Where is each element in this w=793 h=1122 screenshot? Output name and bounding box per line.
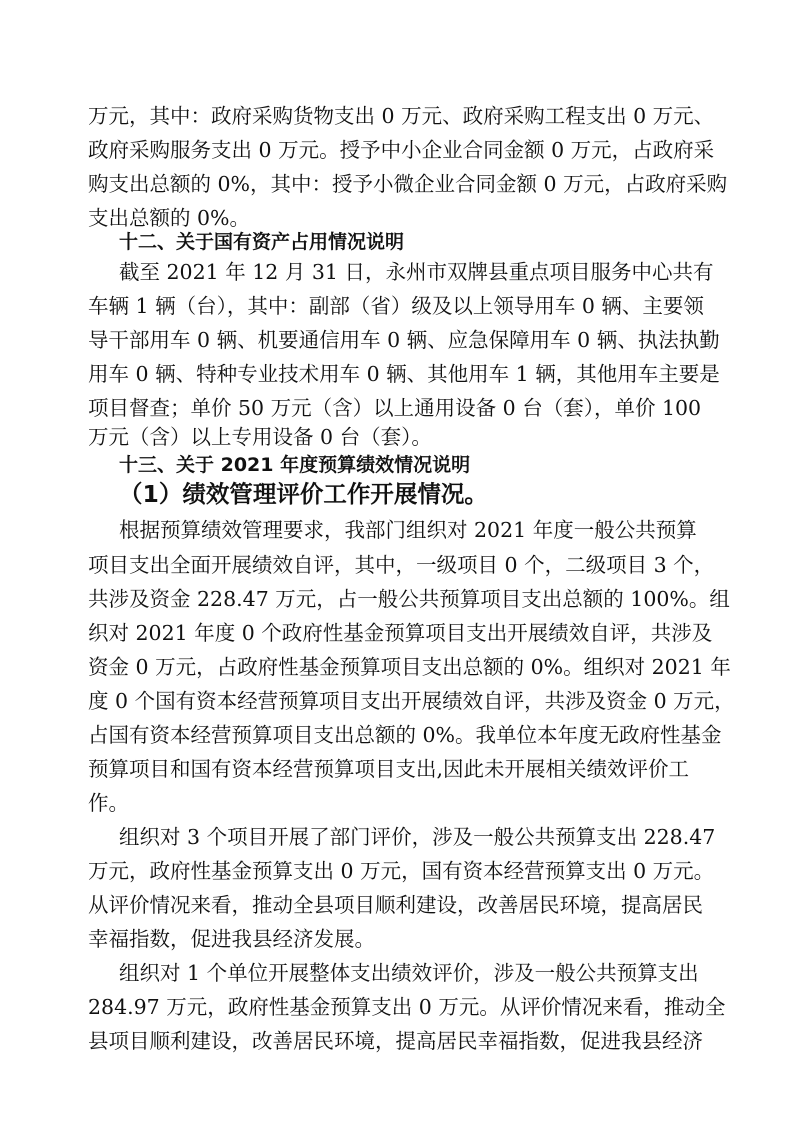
text-line: 284.97 万元，政府性基金预算支出 0 万元。从评价情况来看，推动全: [88, 995, 726, 1019]
text-line: 资金 0 万元，占政府性基金预算项目支出总额的 0%。组织对 2021 年: [88, 655, 731, 679]
text-line: 车辆 1 辆（台），其中：副部（省）级及以上领导用车 0 辆、主要领: [88, 294, 704, 318]
text-line: 从评价情况来看，推动全县项目顺利建设，改善居民环境，提高居民: [88, 893, 703, 917]
text-line: 占国有资本经营预算项目支出总额的 0%。我单位本年度无政府性基金: [88, 723, 722, 747]
text-line: 组织对 3 个项目开展了部门评价，涉及一般公共预算支出 228.47: [119, 825, 716, 849]
text-line: 幸福指数，促进我县经济发展。: [88, 927, 375, 951]
text-line: 项目督查；单价 50 万元（含）以上通用设备 0 台（套），单价 100: [88, 396, 702, 420]
text-line: 县项目顺利建设，改善居民环境，提高居民幸福指数，促进我县经济: [88, 1029, 703, 1053]
text-line: 购支出总额的 0%，其中：授予小微企业合同金额 0 万元，占政府采购: [88, 172, 728, 196]
text-line: 预算项目和国有资本经营预算项目支出,因此未开展相关绩效评价工: [88, 757, 690, 781]
section-heading-13: 十三、关于 2021 年度预算绩效情况说明: [119, 454, 471, 476]
text-line: 万元，其中：政府采购货物支出 0 万元、政府采购工程支出 0 万元、: [88, 104, 715, 128]
text-line: 万元，政府性基金预算支出 0 万元，国有资本经营预算支出 0 万元。: [88, 859, 715, 883]
text-line: 项目支出全面开展绩效自评，其中，一级项目 0 个，二级项目 3 个，: [88, 553, 715, 577]
text-line: 导干部用车 0 辆、机要通信用车 0 辆、应急保障用车 0 辆、执法执勤: [88, 328, 720, 352]
text-line: 截至 2021 年 12 月 31 日，永州市双牌县重点项目服务中心共有: [119, 260, 714, 284]
text-line: 根据预算绩效管理要求，我部门组织对 2021 年度一般公共预算: [119, 518, 697, 542]
text-line: 万元（含）以上专用设备 0 台（套）。: [88, 425, 432, 449]
text-line: 支出总额的 0%。: [88, 206, 251, 230]
subsection-heading-1: （1）绩效管理评价工作开展情况。: [119, 480, 488, 508]
text-line: 作。: [88, 791, 129, 815]
text-line: 织对 2021 年度 0 个政府性基金预算项目支出开展绩效自评，共涉及: [88, 621, 713, 645]
text-line: 共涉及资金 228.47 万元，占一般公共预算项目支出总额的 100%。组: [88, 587, 730, 611]
text-line: 组织对 1 个单位开展整体支出绩效评价，涉及一般公共预算支出: [119, 961, 699, 985]
text-line: 用车 0 辆、特种专业技术用车 0 辆、其他用车 1 辆，其他用车主要是: [88, 362, 720, 386]
text-line: 度 0 个国有资本经营预算项目支出开展绩效自评，共涉及资金 0 万元，: [88, 689, 735, 713]
section-heading-12: 十二、关于国有资产占用情况说明: [119, 231, 405, 253]
text-line: 政府采购服务支出 0 万元。授予中小企业合同金额 0 万元，占政府采: [88, 138, 715, 162]
